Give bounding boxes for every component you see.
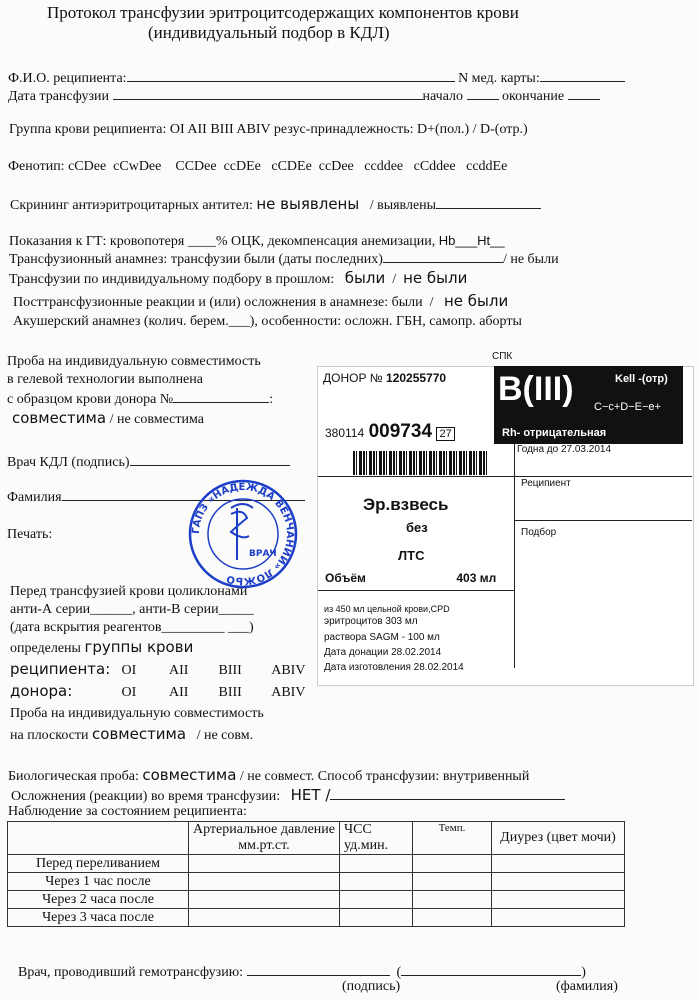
gel-result-line	[12, 410, 204, 428]
table-row	[8, 855, 625, 873]
table-cell[interactable]	[413, 891, 492, 909]
end-label: окончание	[502, 89, 565, 104]
donor-groups-label: донора:	[10, 682, 73, 700]
complications-field[interactable]	[330, 786, 565, 800]
table-header-cell	[8, 822, 189, 855]
bio-value: совместима	[142, 766, 237, 784]
transfusion-history-field[interactable]	[383, 249, 503, 263]
history-line4: Акушерский анамнез (колич. берем.___), особенности: осложн. ГБН, самопр. аборты	[13, 314, 522, 329]
table-row	[8, 891, 625, 909]
label-divider-h1	[318, 476, 692, 477]
table-row	[8, 909, 625, 927]
date-field[interactable]	[113, 86, 423, 100]
indications-line	[9, 232, 505, 250]
bio-line	[8, 767, 529, 785]
table-cell[interactable]	[492, 891, 625, 909]
label-valid: Годна до 27.03.2014	[517, 444, 612, 455]
transfusion-history-label: Трансфузионный анамнез: трансфузии были (даты последних)	[9, 252, 383, 267]
gel-donor-label: с образцом крови донора №	[7, 392, 174, 407]
start-label: начало	[422, 89, 464, 104]
stamp-center-text: ВРАЧ	[249, 549, 277, 559]
volume-row	[325, 571, 496, 585]
donor-number-label: ДОНОР №	[323, 371, 383, 385]
pre-line2: анти-А серии______, анти-В серии_____	[10, 602, 254, 617]
individual-history-yes: были	[344, 269, 386, 287]
observation-table	[7, 821, 625, 927]
phenotype-line: Фенотип: cCDee cCwDee CCDee ccDEe cCDEe ccDee ccddee cCddee ccddEe	[8, 159, 508, 174]
doctor-sign-row	[7, 452, 290, 471]
history-line1	[9, 249, 559, 268]
reactions-label: Посттрансфузионные реакции и (или) осложнения в анамнезе: были	[13, 295, 423, 310]
screening-tail: / выявлены	[369, 198, 437, 213]
volume-value: 403 мл	[456, 571, 497, 585]
screening-field[interactable]	[436, 195, 541, 209]
history-line2: Трансфузии по индивидуальному подбору в прошлом: были / не были	[9, 269, 468, 287]
bio-tail: / не совмест. Способ трансфузии: внутривенный	[239, 769, 530, 784]
table-row-label: Через 3 часа после	[8, 909, 189, 927]
donor-number-row	[323, 371, 446, 385]
table-cell[interactable]	[189, 855, 340, 873]
label-divider-h2	[514, 520, 692, 521]
doctor-sign-field[interactable]	[130, 452, 290, 466]
stamp-label: Печать:	[7, 527, 53, 542]
label-spk: СПК	[492, 351, 513, 362]
plane-line2	[10, 726, 253, 744]
individual-history-no: не были	[403, 269, 468, 287]
table-header-cell: Диурез (цвет мочи)	[492, 822, 625, 855]
donor-group-oi: OI	[121, 685, 137, 700]
table-cell[interactable]	[492, 909, 625, 927]
fio-row	[8, 68, 625, 87]
plane-value: совместима	[92, 725, 187, 743]
label-divider-v	[514, 444, 515, 668]
gel-result: совместима	[12, 409, 107, 427]
info-line1: из 450 мл цельной крови,CPD	[324, 604, 450, 614]
determined-label: определены	[10, 641, 81, 656]
card-label: N мед. карты:	[458, 71, 540, 86]
page-title: Протокол трансфузии эритроцитсодержащих компонентов крови	[47, 3, 519, 22]
table-cell[interactable]	[340, 873, 413, 891]
page-subtitle: (индивидуальный подбор в КДЛ)	[148, 23, 390, 42]
table-cell[interactable]	[340, 855, 413, 873]
table-header-cell: ЧСС уд.мин.	[340, 822, 413, 855]
donor-number: 120255770	[386, 371, 447, 385]
gel-line3: с образцом крови донора № :	[7, 389, 273, 408]
card-field[interactable]	[540, 68, 625, 82]
hb-ht: Hb___Ht__	[438, 233, 505, 248]
donor-group-abiv: ABIV	[271, 685, 306, 700]
medical-stamp	[187, 478, 299, 590]
screening-label: Скрининг антиэритроцитарных антител:	[10, 198, 253, 213]
plane-line1: Проба на индивидуальную совместимость	[10, 706, 264, 721]
table-row-label: Через 2 часа после	[8, 891, 189, 909]
plane-tail: / не совм.	[196, 728, 254, 743]
table-cell[interactable]	[413, 855, 492, 873]
footer-line: Врач, проводивший гемотрансфузию: ( )	[18, 962, 586, 981]
table-cell[interactable]	[492, 873, 625, 891]
product-line2: без	[406, 520, 428, 535]
gel-donor-field[interactable]	[173, 389, 269, 403]
label-divider-h3	[318, 590, 514, 591]
plane-label: на плоскости	[10, 728, 89, 743]
label-pheno: C−c+D−E−e+	[594, 401, 661, 413]
start-field[interactable]	[467, 86, 499, 100]
footer-sign-field[interactable]	[247, 962, 390, 976]
donor-group-aii: AII	[169, 685, 189, 700]
table-cell[interactable]	[413, 873, 492, 891]
table-cell[interactable]	[189, 909, 340, 927]
fio-label: Ф.И.О. реципиента:	[8, 71, 127, 86]
donor-groups	[10, 683, 305, 701]
doctor-sign-label: Врач КДЛ (подпись)	[7, 455, 130, 470]
table-header-cell: Темп.	[413, 822, 492, 855]
blood-group-line: Группа крови реципиента: OI AII BIII ABIV резус-принадлежность: D+(пол.) / D-(отр.)	[9, 122, 528, 137]
fio-field[interactable]	[127, 68, 455, 82]
code-main: 009734	[368, 421, 433, 442]
recipient-groups	[10, 661, 305, 679]
group-biii: BIII	[218, 663, 242, 678]
table-cell[interactable]	[189, 891, 340, 909]
gel-result-tail: / не совместима	[109, 412, 204, 427]
product-line3: ЛТС	[398, 548, 425, 563]
history-line3: Посттрансфузионные реакции и (или) осложнения в анамнезе: были / не были	[13, 292, 509, 310]
screening-value: не выявлены	[256, 195, 360, 213]
table-row-label: Через 1 час после	[8, 873, 189, 891]
transfusion-history-tail: / не были	[502, 252, 559, 267]
group-aii: AII	[169, 663, 189, 678]
product-line1: Эр.взвесь	[363, 495, 449, 514]
indications-label: Показания к ГТ: кровопотеря ____% ОЦК, декомпенсация анемизации,	[9, 234, 436, 249]
gel-line1: Проба на индивидуальную совместимость	[7, 354, 261, 369]
group-oi: OI	[121, 663, 137, 678]
observation-label: Наблюдение за состоянием реципиента:	[8, 804, 247, 819]
table-cell[interactable]	[189, 873, 340, 891]
barcode	[353, 451, 489, 475]
code-prefix: 380114	[325, 426, 365, 440]
surname-label: Фамилия	[7, 490, 62, 505]
end-field[interactable]	[568, 86, 600, 100]
label-rh: Rh- отрицательная	[502, 427, 607, 439]
table-cell[interactable]	[413, 909, 492, 927]
bio-label: Биологическая проба:	[8, 769, 139, 784]
reactions-no: не были	[444, 292, 509, 310]
info-line3: раствора SAGM - 100 мл	[324, 632, 440, 643]
stamp-ring-text: ГАПЗ «НАДЕЖДА ВЕНЧАНИИ» ЛОЖЬО	[190, 481, 296, 587]
complications-label: Осложнения (реакции) во время трансфузии:	[11, 789, 281, 804]
recipient-groups-label: реципиента:	[10, 660, 111, 678]
determined-value: группы крови	[84, 638, 194, 656]
info-line5: Дата изготовления 28.02.2014	[324, 662, 464, 673]
code-box: 27	[436, 427, 454, 441]
table-row	[8, 873, 625, 891]
footer-name-label: (фамилия)	[556, 979, 618, 994]
label-recipient: Реципиент	[521, 478, 571, 489]
footer-name-field[interactable]	[401, 962, 581, 976]
info-line2: эритроцитов 303 мл	[324, 616, 418, 627]
table-cell[interactable]	[340, 909, 413, 927]
volume-label: Объём	[325, 571, 366, 585]
code-row	[325, 421, 455, 443]
individual-history-label: Трансфузии по индивидуальному подбору в прошлом:	[9, 272, 335, 287]
info-line4: Дата донации 28.02.2014	[324, 647, 442, 658]
determined-line	[10, 639, 193, 657]
footer-sign-label: (подпись)	[342, 979, 401, 994]
pre-line3: (дата вскрытия реагентов_________ ___)	[10, 620, 254, 635]
group-abiv: ABIV	[271, 663, 306, 678]
complications-value: НЕТ /	[290, 786, 331, 804]
date-label: Дата трансфузии	[8, 89, 110, 104]
table-header-cell: Артериальное давление мм.рт.ст.	[189, 822, 340, 855]
table-row-label: Перед переливанием	[8, 855, 189, 873]
label-kell: Kell -(отр)	[615, 373, 668, 385]
footer-label: Врач, проводивший гемотрансфузию:	[18, 965, 244, 980]
table-cell[interactable]	[340, 891, 413, 909]
pre-line1: Перед трансфузией крови цоликлонами	[10, 584, 248, 599]
gel-line2: в гелевой технологии выполнена	[7, 372, 203, 387]
table-cell[interactable]	[492, 855, 625, 873]
screening-line	[10, 195, 541, 214]
date-row	[8, 86, 600, 105]
donor-group-biii: BIII	[218, 685, 242, 700]
label-selection: Подбор	[521, 527, 557, 538]
label-group: B(III)	[498, 370, 574, 408]
table-header-row	[8, 822, 625, 855]
